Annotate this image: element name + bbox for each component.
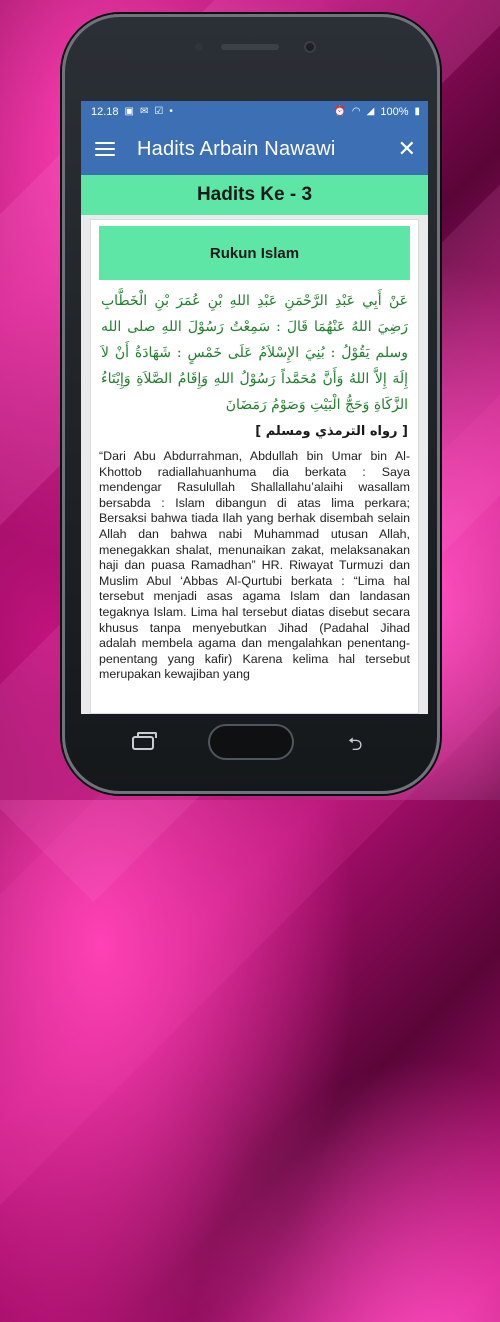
status-bar: [81, 101, 428, 123]
translation-text: “Dari Abu Abdurrahman, Abdullah bin Umar bin Al-Khottob radiallahuanhuma dia berkata : Saya mendengar Rasulullah Shallallahu’alaihi wasallam bersabda : Islam dibangun di atas lima perkara; Bersaksi bahwa tiada Ilah yang berhak disembah selain Allah dan bahwa nabi Muhammad utusan Allah, menegakkan shalat, menunaikan zakat, melaksanakan haji dan puasa Ramadhan” HR. Riwayat Turmuzi dan Muslim Abul ‘Abbas Al-Qurtubi berkata : “Lima hal tersebut menjadi asas agama Islam dan landasan tegaknya Islam. Lima hal tersebut diatas disebut secara khusus tanpa menyebutkan Jihad (Padahal Jihad adalah membela agama dan mengalahkan penentang-penentang yang kafir) Karena kelima hal tersebut merupakan kewajiban yang: [99, 449, 410, 682]
hadits-card: [90, 219, 419, 714]
hadits-heading: Hadits Ke - 3: [81, 175, 428, 215]
signal-icon: ◢: [366, 106, 375, 117]
message-notification-icon: ✉: [139, 106, 149, 117]
menu-icon[interactable]: [95, 142, 115, 156]
battery-icon: ▮: [414, 106, 420, 117]
earpiece-speaker: [221, 44, 279, 50]
wifi-icon: ◠: [351, 106, 361, 117]
recent-apps-icon[interactable]: [132, 736, 154, 750]
check-notification-icon: ☑: [154, 106, 164, 117]
arabic-text: عَنْ أَبِي عَبْدِ الرَّحْمَنِ عَبْدِ اللهِ بْنِ عُمَرَ بْنِ الْخَطَّابِ رَضِيَ اللهُ عَنْهُمَا قَالَ : سَمِعْتُ رَسُوْلَ اللهِ صلى الله وسلم يَقُوْلُ : بُنِيَ الإِسْلاَمُ عَلَى خَمْسٍ : شَهَادَةُ أَنْ لاَ إِلَهَ إِلاَّ اللهُ وَأَنَّ مُحَمَّداً رَسُوْلُ اللهِ وَإِقَامُ الصَّلاَةِ وَإِيْتَاءُ الزَّكَاةِ وَحَجُّ الْبَيْتِ وَصَوْمُ رَمَضَانَ: [101, 293, 408, 413]
app-title: Hadits Arbain Nawawi: [137, 137, 336, 160]
hardware-nav-bar: [62, 714, 440, 774]
alarm-icon: ⏰: [333, 106, 346, 117]
dot-notification-icon: •: [169, 106, 173, 117]
battery-percent: 100%: [380, 106, 409, 118]
proximity-sensor: [195, 43, 203, 51]
app-bar: [81, 123, 428, 175]
gallery-notification-icon: ▣: [124, 106, 134, 117]
riwayat-text: [ رواه الترمذي ومسلم ]: [255, 424, 408, 439]
content-area[interactable]: [81, 215, 428, 714]
topic-title: Rukun Islam: [99, 226, 410, 280]
front-camera: [304, 41, 316, 53]
back-icon[interactable]: ⮌: [348, 734, 363, 754]
home-button[interactable]: [208, 724, 294, 760]
status-time: 12.18: [91, 106, 119, 118]
close-icon[interactable]: ✕: [397, 136, 416, 161]
phone-screen: [81, 101, 428, 714]
